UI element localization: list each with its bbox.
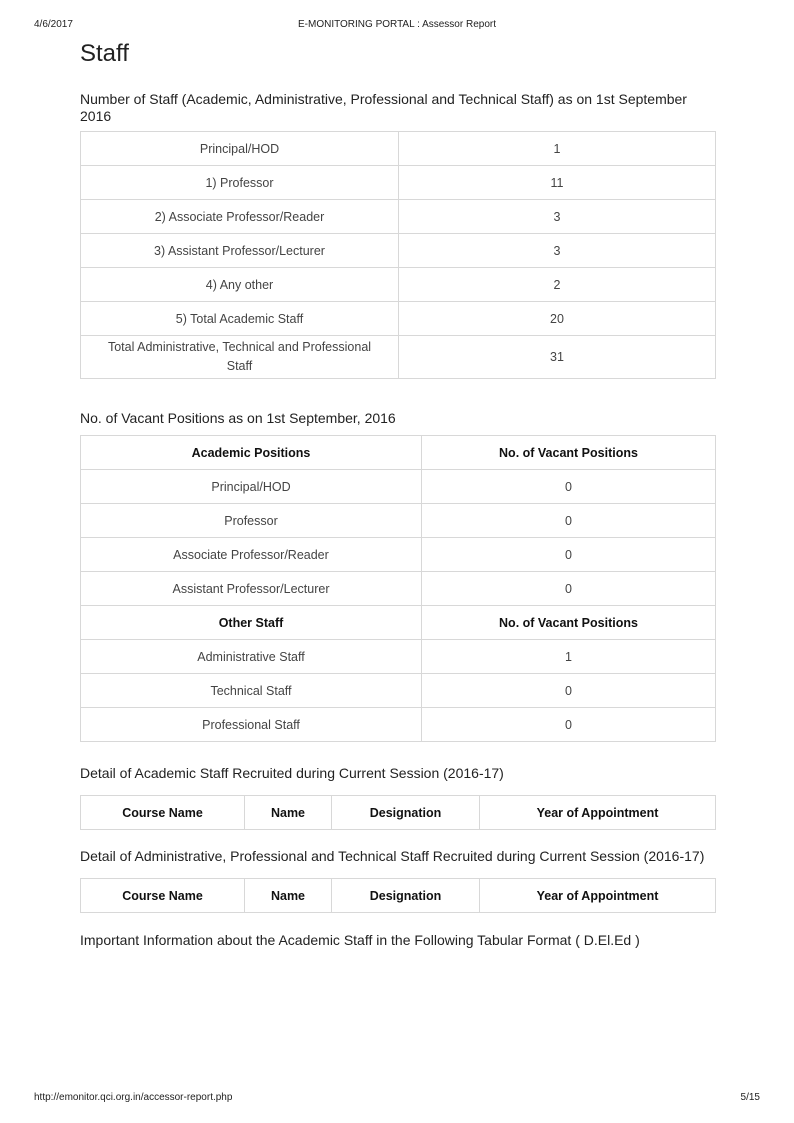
column-header: Course Name [81,879,245,913]
position-label: Associate Professor/Reader [81,538,422,572]
vacant-value: 1 [422,640,716,674]
column-header: Designation [332,879,480,913]
footer-page-number: 5/15 [740,1092,760,1103]
staff-value: 3 [399,234,716,268]
position-label: Technical Staff [81,674,422,708]
staff-label: 1) Professor [81,166,399,200]
staff-count-table [80,131,716,379]
staff-label: 5) Total Academic Staff [81,302,399,336]
footer-url[interactable]: http://emonitor.qci.org.in/accessor-report.php [34,1092,233,1103]
vacant-value: 0 [422,674,716,708]
vacant-value: 0 [422,572,716,606]
vacant-value: 0 [422,504,716,538]
table-header-row [81,436,716,470]
staff-value: 3 [399,200,716,234]
staff-value: 11 [399,166,716,200]
column-header: Name [245,879,332,913]
staff-count-heading: Number of Staff (Academic, Administrative, Professional and Technical Staff) as on 1st September 2016 [80,91,687,124]
position-label: Administrative Staff [81,640,422,674]
staff-label: Principal/HOD [81,132,399,166]
table-row [81,268,716,302]
page-title: Staff [80,40,129,67]
admin-recruited-table [80,878,716,913]
table-row [81,674,716,708]
staff-value: 20 [399,302,716,336]
column-header: Academic Positions [81,436,422,470]
staff-value: 31 [399,336,716,379]
column-header: Course Name [81,796,245,830]
table-row [81,572,716,606]
table-row [81,166,716,200]
table-row [81,538,716,572]
table-row [81,200,716,234]
table-row [81,504,716,538]
vacant-value: 0 [422,470,716,504]
column-header: Year of Appointment [480,796,716,830]
position-label: Professional Staff [81,708,422,742]
table-header-row [81,606,716,640]
table-row [81,470,716,504]
column-header: Year of Appointment [480,879,716,913]
staff-label: Total Administrative, Technical and Professional Staff [81,336,399,379]
position-label: Assistant Professor/Lecturer [81,572,422,606]
staff-value: 2 [399,268,716,302]
header-title: E-MONITORING PORTAL : Assessor Report [297,19,496,30]
academic-recruited-heading: Detail of Academic Staff Recruited during Current Session (2016-17) [80,765,504,781]
staff-value: 1 [399,132,716,166]
staff-label: 3) Assistant Professor/Lecturer [81,234,399,268]
admin-recruited-heading: Detail of Administrative, Professional and Technical Staff Recruited during Current Session (2016-17) [80,848,705,864]
vacant-value: 0 [422,708,716,742]
staff-label: 4) Any other [81,268,399,302]
table-header-row [81,879,716,913]
column-header: No. of Vacant Positions [422,436,716,470]
header-date: 4/6/2017 [34,19,73,30]
position-label: Principal/HOD [81,470,422,504]
table-row [81,302,716,336]
vacant-heading: No. of Vacant Positions as on 1st September, 2016 [80,410,396,426]
vacant-value: 0 [422,538,716,572]
column-header: Other Staff [81,606,422,640]
academic-recruited-table [80,795,716,830]
column-header: Name [245,796,332,830]
table-header-row [81,796,716,830]
important-info-heading: Important Information about the Academic Staff in the Following Tabular Format ( D.El.Ed ) [80,932,640,948]
table-row [81,336,716,379]
table-row [81,234,716,268]
position-label: Professor [81,504,422,538]
table-row [81,132,716,166]
staff-label: 2) Associate Professor/Reader [81,200,399,234]
vacant-table [80,435,716,742]
column-header: Designation [332,796,480,830]
table-row [81,640,716,674]
column-header: No. of Vacant Positions [422,606,716,640]
table-row [81,708,716,742]
